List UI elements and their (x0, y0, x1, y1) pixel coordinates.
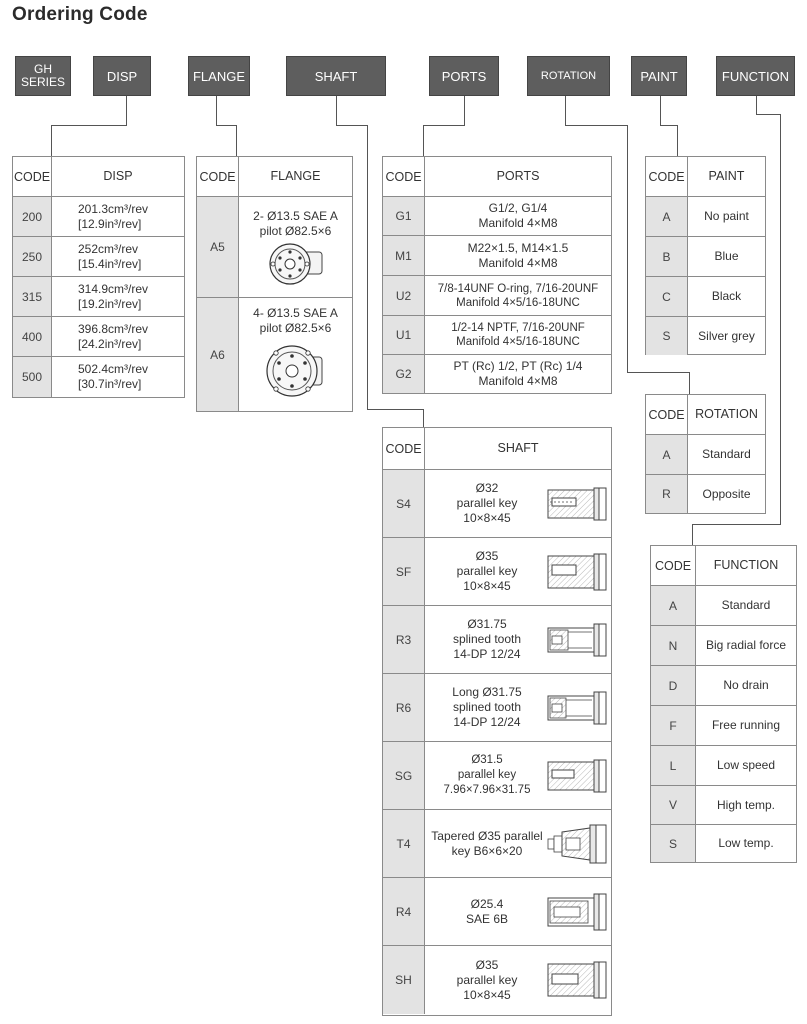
flange-a5-diagram-icon (264, 242, 328, 286)
shaft-desc-line3: 10×8×45 (463, 511, 511, 525)
ports-column-header: PORTS (496, 169, 540, 183)
header-shaft: SHAFT (286, 56, 386, 96)
header-flange: FLANGE (188, 56, 250, 96)
rotation-desc: Standard (702, 447, 751, 461)
connector-rotation (627, 372, 690, 373)
table-row (383, 236, 611, 276)
shaft-table (382, 427, 612, 1016)
shaft-desc-line2: parallel key (456, 564, 518, 578)
table-row (651, 626, 796, 666)
disp-table (12, 156, 185, 398)
flange-a6-diagram-icon (264, 339, 328, 403)
table-row (383, 276, 611, 316)
table-row (383, 355, 611, 393)
function-desc: Free running (711, 718, 781, 732)
shaft-desc-line2: SAE 6B (465, 911, 509, 926)
connector-function (780, 114, 781, 525)
flange-desc-line2: pilot Ø82.5×6 (259, 223, 332, 238)
table-row (646, 277, 765, 317)
paint-desc: Silver grey (698, 328, 755, 343)
connector-function (692, 524, 781, 525)
parallel-key-shaft-icon (546, 960, 608, 1000)
connector-paint (660, 125, 678, 126)
function-desc: No drain (723, 678, 769, 692)
shaft-code: S4 (383, 470, 425, 537)
shaft-desc-line1: Ø35 (475, 549, 499, 563)
rotation-desc: Opposite (702, 486, 751, 501)
table-row (646, 435, 765, 475)
function-desc: High temp. (716, 797, 776, 812)
disp-code: 200 (13, 197, 52, 236)
ports-desc-line1: G1/2, G1/4 (488, 201, 548, 215)
table-row (383, 538, 611, 606)
ports-desc-line2: Manifold 4×M8 (478, 374, 558, 388)
shaft-code: SF (383, 538, 425, 605)
shaft-desc-line1: Long Ø31.75 (452, 685, 522, 699)
table-row (651, 825, 796, 862)
function-code: L (651, 746, 696, 785)
parallel-key-shaft-icon (546, 552, 608, 592)
header-rotation: ROTATION (527, 56, 610, 96)
shaft-desc-line1: Ø25.4 (470, 896, 504, 911)
function-desc: Standard (721, 598, 771, 612)
page-title: Ordering Code (12, 4, 148, 25)
ports-code: U2 (383, 276, 425, 315)
function-code: V (651, 786, 696, 824)
ports-table (382, 156, 612, 394)
connector-paint (677, 125, 678, 156)
shaft-desc-line3: 10×8×45 (463, 987, 511, 1002)
disp-imperial: [30.7in³/rev] (78, 377, 142, 391)
connector-function (756, 96, 757, 115)
code-column-header: CODE (383, 428, 425, 469)
function-code: F (651, 706, 696, 745)
table-row (383, 742, 611, 810)
shaft-code: T4 (383, 810, 425, 877)
connector-shaft (423, 409, 424, 427)
disp-metric: 252cm³/rev (78, 241, 139, 256)
connector-rotation (627, 125, 628, 373)
connector-shaft (367, 409, 424, 410)
disp-metric: 314.9cm³/rev (78, 281, 149, 296)
disp-metric: 502.4cm³/rev (78, 362, 149, 376)
ports-desc-line2: Manifold 4×5/16-18UNC (456, 296, 580, 309)
sae-splined-shaft-icon (546, 892, 608, 932)
connector-ports (423, 125, 424, 156)
connector-shaft (336, 125, 368, 126)
connector-disp (51, 125, 127, 126)
ports-code: M1 (383, 236, 425, 275)
disp-code: 400 (13, 317, 52, 356)
ports-code: U1 (383, 316, 425, 354)
shaft-code: R4 (383, 878, 425, 945)
shaft-desc-line2: parallel key (457, 769, 517, 781)
connector-ports (464, 96, 465, 126)
connector-flange (216, 96, 217, 126)
disp-code: 315 (13, 277, 52, 316)
table-row (646, 317, 765, 355)
shaft-desc-line1: Ø31.5 (471, 754, 503, 766)
splined-shaft-icon (546, 690, 608, 726)
shaft-desc-line3: 10×8×45 (463, 579, 511, 593)
ports-desc-line1: PT (Rc) 1/2, PT (Rc) 1/4 (453, 359, 583, 373)
connector-function (692, 524, 693, 545)
shaft-desc-line3: 14-DP 12/24 (453, 715, 521, 729)
header-gh-series: GH SERIES (15, 56, 71, 96)
header-disp: DISP (93, 56, 151, 96)
shaft-desc-line2: parallel key (456, 496, 518, 510)
shaft-desc-line1: Ø35 (475, 957, 499, 972)
shaft-desc-line1: Ø32 (475, 481, 499, 495)
disp-imperial: [24.2in³/rev] (78, 336, 142, 351)
table-row (383, 946, 611, 1014)
connector-shaft (367, 125, 368, 410)
table-row (383, 674, 611, 742)
table-row (13, 357, 184, 397)
paint-code: A (646, 197, 688, 236)
code-column-header: CODE (646, 157, 688, 196)
shaft-desc-line2: splined tooth (452, 632, 522, 646)
ports-desc-line1: 1/2-14 NPTF, 7/16-20UNF (451, 322, 585, 334)
shaft-desc-line1: Tapered Ø35 parallel (431, 828, 543, 843)
disp-metric: 396.8cm³/rev (78, 321, 149, 336)
table-row (197, 298, 352, 411)
table-row (646, 237, 765, 277)
paint-code: C (646, 277, 688, 316)
connector-rotation (565, 96, 566, 126)
table-row (651, 706, 796, 746)
connector-rotation (565, 125, 628, 126)
paint-table (645, 156, 766, 355)
flange-desc-line2: pilot Ø82.5×6 (259, 321, 332, 335)
table-row (13, 317, 184, 357)
disp-metric: 201.3cm³/rev (78, 201, 149, 216)
flange-column-header: FLANGE (270, 169, 321, 183)
function-desc: Low temp. (718, 836, 774, 850)
connector-disp (51, 125, 52, 156)
flange-code: A5 (197, 197, 239, 297)
ports-desc-line2: Manifold 4×M8 (478, 255, 558, 270)
rotation-code: A (646, 435, 688, 474)
rotation-code: R (646, 475, 688, 513)
paint-desc: Black (711, 289, 742, 303)
header-function: FUNCTION (716, 56, 795, 96)
table-row (651, 786, 796, 825)
function-code: N (651, 626, 696, 665)
table-row (13, 197, 184, 237)
table-row (197, 197, 352, 298)
shaft-code: SG (383, 742, 425, 809)
table-row (651, 746, 796, 786)
ports-desc-line1: M22×1.5, M14×1.5 (467, 240, 569, 255)
flange-desc-line1: 2- Ø13.5 SAE A (253, 208, 338, 223)
tapered-shaft-icon (546, 822, 608, 866)
code-column-header: CODE (13, 157, 52, 196)
connector-shaft (336, 96, 337, 126)
shaft-desc-line3: 14-DP 12/24 (453, 647, 521, 661)
function-column-header: FUNCTION (713, 558, 779, 572)
table-row (646, 197, 765, 237)
connector-rotation (689, 372, 690, 394)
header-paint: PAINT (631, 56, 687, 96)
disp-code: 500 (13, 357, 52, 397)
table-row (383, 197, 611, 236)
connector-function (756, 114, 781, 115)
function-code: D (651, 666, 696, 705)
function-code: A (651, 586, 696, 625)
parallel-key-shaft-icon (546, 758, 608, 794)
table-row (646, 475, 765, 513)
shaft-code: R3 (383, 606, 425, 673)
table-row (13, 277, 184, 317)
table-row (13, 237, 184, 277)
shaft-desc-line1: Ø31.75 (467, 617, 507, 631)
paint-desc: Blue (714, 249, 739, 263)
rotation-column-header: ROTATION (695, 407, 758, 421)
flange-table (196, 156, 353, 412)
table-row (651, 586, 796, 626)
table-row (383, 316, 611, 355)
code-column-header: CODE (197, 157, 239, 196)
shaft-desc-line2: parallel key (456, 972, 518, 987)
function-desc: Low speed (716, 758, 776, 772)
code-column-header: CODE (651, 546, 696, 585)
shaft-code: R6 (383, 674, 425, 741)
ports-code: G2 (383, 355, 425, 393)
splined-shaft-icon (546, 622, 608, 658)
flange-desc-line1: 4- Ø13.5 SAE A (253, 306, 338, 320)
shaft-desc-line3: 7.96×7.96×31.75 (443, 784, 531, 796)
table-row (383, 878, 611, 946)
disp-code: 250 (13, 237, 52, 276)
parallel-key-shaft-icon (546, 486, 608, 522)
shaft-desc-line2: key B6×6×20 (451, 843, 523, 858)
paint-code: B (646, 237, 688, 276)
rotation-table (645, 394, 766, 514)
code-column-header: CODE (383, 157, 425, 196)
ports-desc-line1: 7/8-14UNF O-ring, 7/16-20UNF (437, 282, 599, 295)
disp-column-header: DISP (103, 169, 133, 183)
connector-paint (660, 96, 661, 126)
table-row (383, 606, 611, 674)
function-table (650, 545, 797, 863)
connector-flange (236, 125, 237, 156)
flange-code: A6 (197, 298, 239, 411)
connector-flange (216, 125, 237, 126)
table-row (651, 666, 796, 706)
shaft-column-header: SHAFT (497, 441, 539, 455)
disp-imperial: [15.4in³/rev] (78, 256, 142, 271)
header-ports: PORTS (429, 56, 499, 96)
ports-code: G1 (383, 197, 425, 235)
function-desc: Big radial force (705, 638, 787, 652)
paint-desc: No paint (704, 209, 749, 223)
disp-imperial: [12.9in³/rev] (78, 216, 142, 231)
code-column-header: CODE (646, 395, 688, 434)
shaft-desc-line2: splined tooth (452, 700, 522, 714)
ports-desc-line2: Manifold 4×M8 (478, 216, 558, 230)
function-code: S (651, 825, 696, 862)
connector-ports (423, 125, 465, 126)
table-row (383, 810, 611, 878)
ports-desc-line2: Manifold 4×5/16-18UNC (456, 336, 580, 348)
paint-column-header: PAINT (708, 169, 745, 183)
shaft-code: SH (383, 946, 425, 1014)
connector-disp (126, 96, 127, 126)
table-row (383, 470, 611, 538)
paint-code: S (646, 317, 688, 355)
disp-imperial: [19.2in³/rev] (78, 296, 142, 311)
